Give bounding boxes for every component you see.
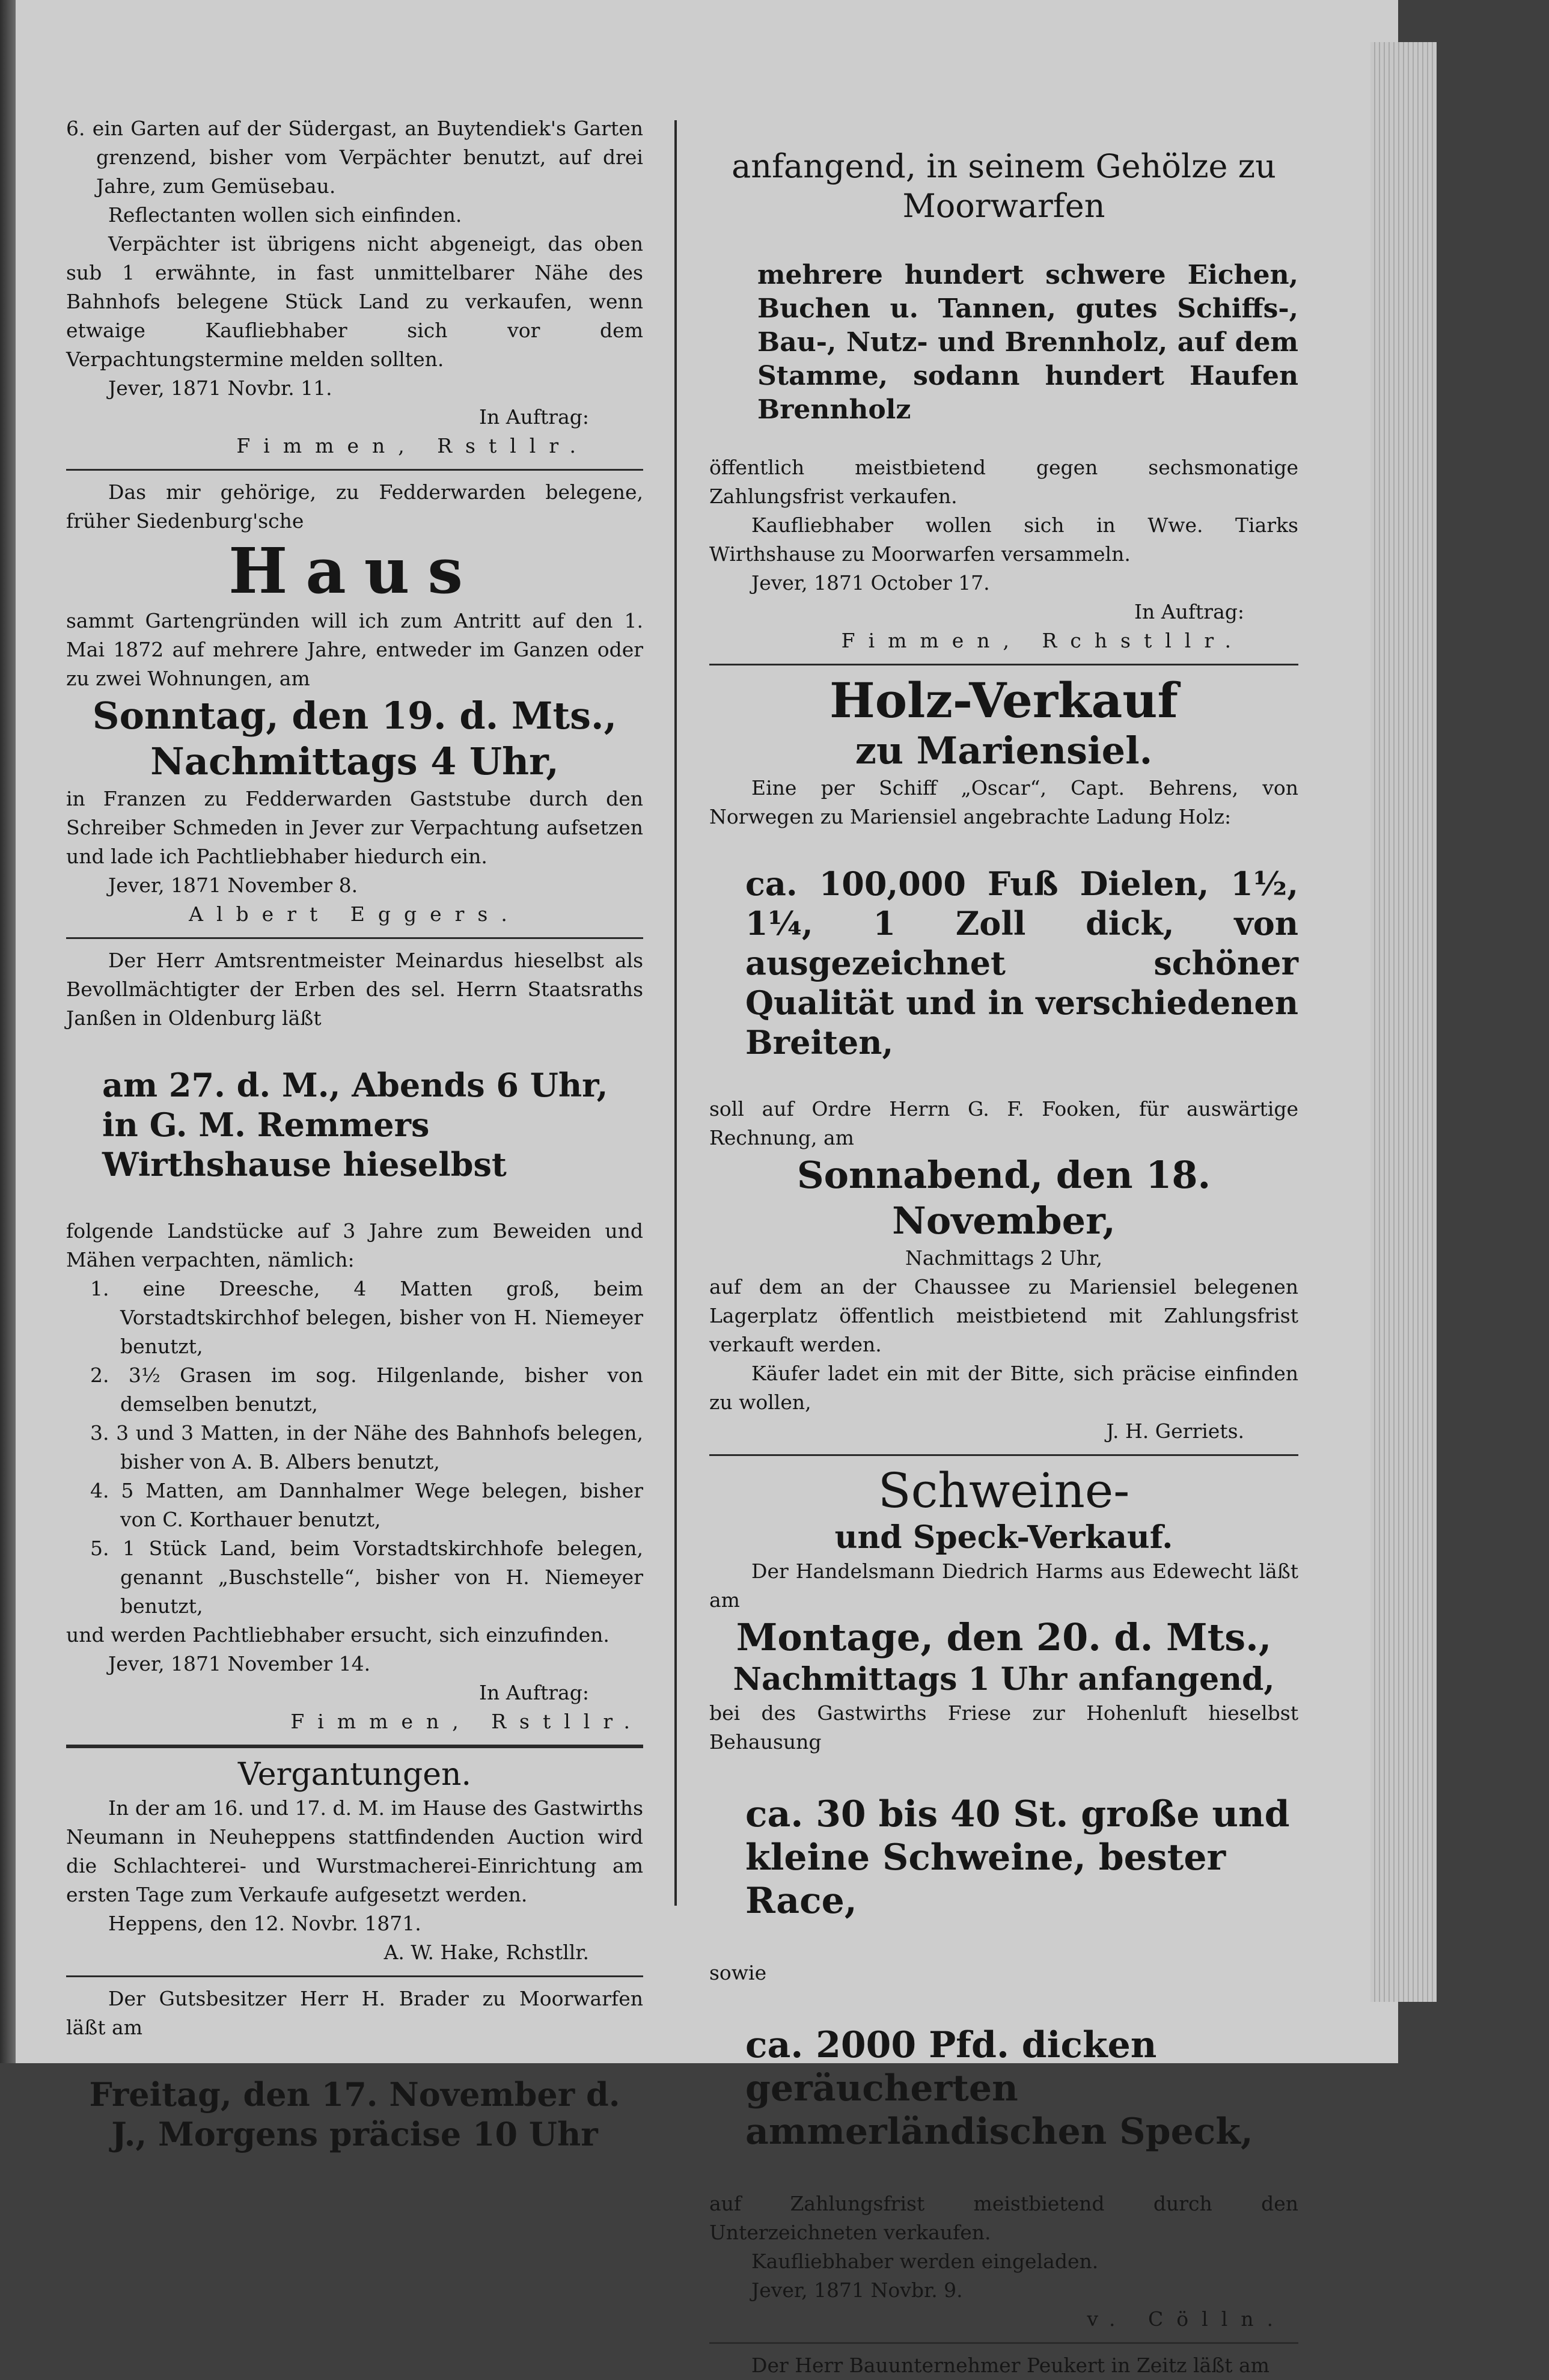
lease-item-6: 6. ein Garten auf der Südergast, an Buytendiek's Garten grenzend, bisher vom Verpächter benutzt, auf drei Jahre, zum Gemüsebau. xyxy=(66,117,643,198)
ad-timber-sale-start xyxy=(66,1984,643,2154)
ad-outro: und werden Pachtliebhaber ersucht, sich einzufinden. xyxy=(66,1623,610,1647)
binding-gutter xyxy=(0,0,16,2063)
ad-text: In der am 16. und 17. d. M. im Hause des Gastwirths Neumann in Neuheppens stattfindenden Auction wird die Schlachterei- und Wurstmacherei-Einrichtung am ersten Tage zum Verkaufe aufgesetzt werden. xyxy=(66,1796,643,1906)
event-day: Sonnabend, den 18. November, xyxy=(796,1153,1211,1243)
event-time: Nachmittags 2 Uhr, xyxy=(905,1246,1103,1270)
ad-text-2: Kaufliebhaber wollen sich in Wwe. Tiarks Wirthshause zu Moorwarfen versammeln. xyxy=(709,513,1298,566)
goods-pigs: ca. 30 bis 40 St. große und kleine Schweine, bester Race, xyxy=(745,1793,1290,1922)
divider xyxy=(709,664,1298,665)
ad-date: Jever, 1871 Novbr. 9. xyxy=(751,2278,963,2302)
ad-text-3: Käufer ladet ein mit der Bitte, sich präcise einfinden zu wollen, xyxy=(709,1362,1298,1414)
event-time: Nachmittags 1 Uhr anfangend, xyxy=(733,1661,1275,1698)
event-day: Montage, den 20. d. Mts., xyxy=(736,1615,1272,1659)
sowie-text: sowie xyxy=(709,1961,767,1984)
divider xyxy=(709,2342,1298,2344)
ad-garden-lease xyxy=(66,114,643,460)
ad-subtitle: und Speck-Verkauf. xyxy=(834,1519,1173,1556)
haus-headline: Haus xyxy=(228,534,481,608)
ad-subtitle: zu Mariensiel. xyxy=(855,729,1153,772)
ad-signature: Albert Eggers. xyxy=(189,902,521,926)
divider xyxy=(66,937,643,939)
divider xyxy=(66,469,643,471)
section-title: Vergantungen. xyxy=(237,1757,472,1793)
ad-intro: Der Herr Amtsrentmeister Meinardus hieselbst als Bevollmächtigter der Erben des sel. Herrn Staatsraths Janßen in Oldenburg läßt xyxy=(66,949,643,1030)
column-divider xyxy=(674,120,677,1906)
ad-intro: Der Herr Bauunternehmer Peukert in Zeitz läßt am xyxy=(751,2354,1269,2377)
divider xyxy=(709,1454,1298,1456)
event-headline: Freitag, den 17. November d. J., Morgens präcise 10 Uhr xyxy=(89,2075,620,2153)
ad-signature: Fimmen, Rstllr. xyxy=(290,1710,643,1733)
ad-land-lease xyxy=(66,946,643,1736)
ad-intro: Der Handelsmann Diedrich Harms aus Edewecht läßt am xyxy=(709,1559,1298,1612)
ad-text-3: Kaufliebhaber werden eingeladen. xyxy=(751,2250,1099,2273)
ad-date: Jever, 1871 November 14. xyxy=(108,1652,371,1675)
divider xyxy=(66,1975,643,1977)
event-headline: am 27. d. M., Abends 6 Uhr, in G. M. Remmers Wirthshause hieselbst xyxy=(102,1066,608,1184)
lease-item-5: 5. 1 Stück Land, beim Vorstadtskirchhofe belegen, genannt „Buschstelle“, bisher von H. Niemeyer benutzt, xyxy=(90,1537,643,1618)
goods-bacon: ca. 2000 Pfd. dicken geräucherten ammerländischen Speck, xyxy=(745,2024,1253,2153)
goods-list: ca. 100,000 Fuß Dielen, 1½, 1¼, 1 Zoll dick, von ausgezeichnet schöner Qualität und in verschiedenen Breiten, xyxy=(745,864,1298,1062)
ad-haus-lease xyxy=(66,478,643,929)
ad-schweine-verkauf xyxy=(709,1463,1298,2334)
ad-auctions xyxy=(66,1755,643,1967)
auftrag-label: In Auftrag: xyxy=(478,1681,589,1704)
ad-text: bei des Gastwirths Friese zur Hohenluft hieselbst Behausung xyxy=(709,1701,1298,1754)
ad-signature: A. W. Hake, Rchstllr. xyxy=(383,1941,589,1964)
ad-peukert xyxy=(709,2351,1298,2380)
ad-intro: Das mir gehörige, zu Fedderwarden belegene, früher Siedenburg'sche xyxy=(66,480,643,533)
ad-signature: J. H. Gerriets. xyxy=(1106,1419,1244,1443)
ad-text-2: auf dem an der Chaussee zu Mariensiel belegenen Lagerplatz öffentlich meistbietend mit Zahlungsfrist verkauft werden. xyxy=(709,1275,1298,1356)
ad-text-2: in Franzen zu Fedderwarden Gaststube durch den Schreiber Schmeden in Jever zur Verpachtung aufsetzen und lade ich Pachtliebhaber hiedurch ein. xyxy=(66,787,643,868)
ad-head: anfangend, in seinem Gehölze zu Moorwarfen xyxy=(732,147,1276,225)
ad-date: Jever, 1871 November 8. xyxy=(108,873,358,897)
event-time: Nachmittags 4 Uhr, xyxy=(150,739,559,783)
ad-date: Jever, 1871 Novbr. 11. xyxy=(108,376,332,400)
ad-text: öffentlich meistbietend gegen sechsmonatige Zahlungsfrist verkaufen. xyxy=(709,456,1298,508)
sale-note: Verpächter ist übrigens nicht abgeneigt, das oben sub 1 erwähnte, in fast unmittelbarer Nähe des Bahnhofs belegene Stück Land zu verkaufen, wenn etwaige Kaufliebhaber sich vor dem Verpachtungstermine melden sollten. xyxy=(66,232,643,371)
ad-signature: Fimmen, Rchstllr. xyxy=(841,629,1244,652)
left-column xyxy=(66,114,643,2186)
ad-date: Heppens, den 12. Novbr. 1871. xyxy=(108,1912,421,1935)
ad-text: soll auf Ordre Herrn G. F. Fooken, für auswärtige Rechnung, am xyxy=(709,1097,1298,1149)
right-column xyxy=(709,114,1298,2380)
auftrag-label: In Auftrag: xyxy=(478,405,589,429)
ad-signature: v. Cölln. xyxy=(1087,2307,1286,2331)
ad-text-2: auf Zahlungsfrist meistbietend durch den Unterzeichneten verkaufen. xyxy=(709,2192,1298,2244)
page-stack-edge xyxy=(1370,42,1437,2002)
event-day: Sonntag, den 19. d. Mts., xyxy=(92,694,617,738)
ad-signature: Fimmen, Rstllr. xyxy=(236,434,589,457)
divider xyxy=(66,1745,643,1748)
lease-item-3: 3. 3 und 3 Matten, in der Nähe des Bahnhofs belegen, bisher von A. B. Albers benutzt, xyxy=(90,1421,643,1473)
ad-title: Holz-Verkauf xyxy=(829,672,1178,729)
lease-item-4: 4. 5 Matten, am Dannhalmer Wege belegen, bisher von C. Korthauer benutzt, xyxy=(90,1479,643,1531)
ad-holz-verkauf xyxy=(709,673,1298,1446)
ad-title: Schweine- xyxy=(878,1463,1130,1519)
ad-intro: Eine per Schiff „Oscar“, Capt. Behrens, von Norwegen zu Mariensiel angebrachte Ladung Holz: xyxy=(709,776,1298,828)
lease-item-1: 1. eine Dreesche, 4 Matten groß, beim Vorstadtskirchhof belegen, bisher von H. Niemeyer benutzt, xyxy=(90,1277,643,1358)
ad-text: sammt Gartengründen will ich zum Antritt auf den 1. Mai 1872 auf mehrere Jahre, entweder im Ganzen oder zu zwei Wohnungen, am xyxy=(66,609,643,690)
ad-timber-sale-cont xyxy=(709,147,1298,655)
reflectants-note: Reflectanten wollen sich einfinden. xyxy=(108,203,462,227)
ad-text: folgende Landstücke auf 3 Jahre zum Beweiden und Mähen verpachten, nämlich: xyxy=(66,1219,643,1271)
auftrag-label: In Auftrag: xyxy=(1134,600,1244,623)
lease-item-2: 2. 3½ Grasen im sog. Hilgenlande, bisher von demselben benutzt, xyxy=(90,1363,643,1416)
ad-intro: Der Gutsbesitzer Herr H. Brader zu Moorwarfen läßt am xyxy=(66,1987,643,2039)
ad-date: Jever, 1871 October 17. xyxy=(751,571,990,595)
goods-list: mehrere hundert schwere Eichen, Buchen u. Tannen, gutes Schiffs-, Bau-, Nutz- und Brennholz, auf dem Stamme, sodann hundert Haufen Brennholz xyxy=(757,260,1298,425)
